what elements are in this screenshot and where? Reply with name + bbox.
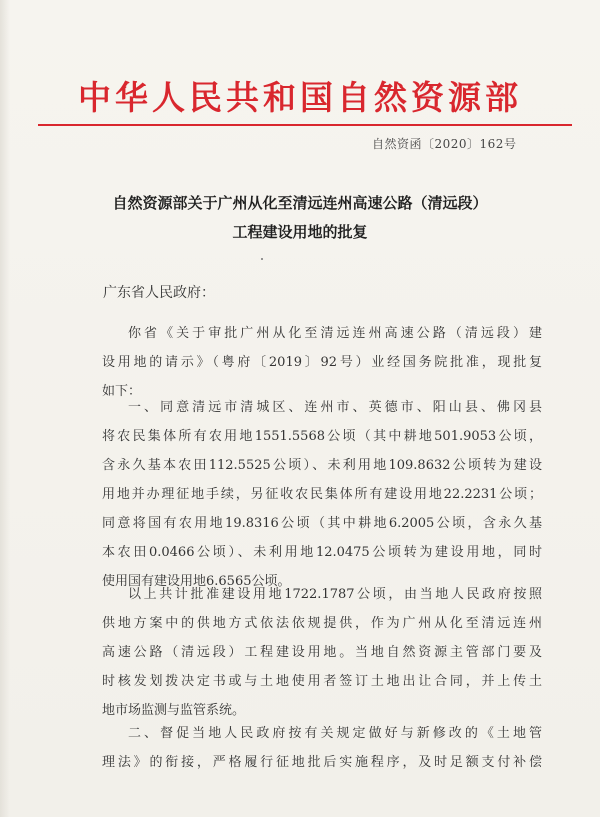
paragraph-line: 地市场监测与监管系统。 — [102, 703, 246, 718]
paragraph-line: 二、督促当地人民政府按有关规定做好与新修改的《土地管 — [128, 726, 542, 741]
paragraph-line: 高速公路（清远段）工程建设用地。当地自然资源主管部门要及 — [102, 645, 542, 660]
paragraph-line: 一、同意清远市清城区、连州市、英德市、阳山县、佛冈县 — [128, 400, 542, 415]
paragraph-line: 将农民集体所有农用地1551.5568公顷（其中耕地501.9053公顷， — [102, 429, 542, 444]
paragraph-line: 含永久基本农田112.5525公顷）、未利用地109.8632公顷转为建设 — [102, 458, 542, 473]
document-title-line-1: 自然资源部关于广州从化至清远连州高速公路（清远段） — [112, 194, 488, 212]
paragraph-line: 同意将国有农用地19.8316公顷（其中耕地6.2005公顷，含永久基 — [102, 516, 542, 531]
document-title-line-2: 工程建设用地的批复 — [232, 223, 368, 241]
salutation: 广东省人民政府： — [103, 285, 215, 301]
paragraph-approval-one — [102, 393, 542, 596]
paragraph-line: 如下： — [102, 384, 142, 399]
paragraph-line: 本农田0.0466公顷）、未利用地12.0475公顷转为建设用地，同时 — [102, 545, 542, 560]
scan-edge-shadow — [0, 0, 10, 817]
document-title — [60, 189, 540, 247]
red-separator-line — [38, 124, 572, 126]
paragraph-line: 你省《关于审批广州从化至清远连州高速公路（清远段）建 — [128, 326, 542, 341]
scan-speck — [261, 258, 263, 260]
issuing-authority-header: 中华人民共和国自然资源部 — [78, 78, 522, 117]
paragraph-total-land — [102, 580, 542, 725]
paragraph-line: 理法》的衔接，严格履行征地批后实施程序，及时足额支付补偿 — [102, 755, 542, 770]
paragraph-line: 以上共计批准建设用地1722.1787公顷，由当地人民政府按照 — [128, 587, 542, 602]
paragraph-line: 时核发划拨决定书或与土地使用者签订土地出让合同，并上传土 — [102, 674, 542, 689]
document-number: 自然资函〔2020〕162号 — [372, 137, 517, 151]
paragraph-line: 供地方案中的供地方式依法依规提供，作为广州从化至清远连州 — [102, 616, 542, 631]
paragraph-approval-two — [102, 719, 542, 777]
paragraph-line: 使用国有建设用地6.6565公顷。 — [102, 574, 291, 589]
paragraph-line: 用地并办理征地手续，另征收农民集体所有建设用地22.2231公顷； — [102, 487, 542, 502]
paragraph-line: 设用地的请示》（粤府〔2019〕92号）业经国务院批准，现批复 — [102, 355, 542, 370]
